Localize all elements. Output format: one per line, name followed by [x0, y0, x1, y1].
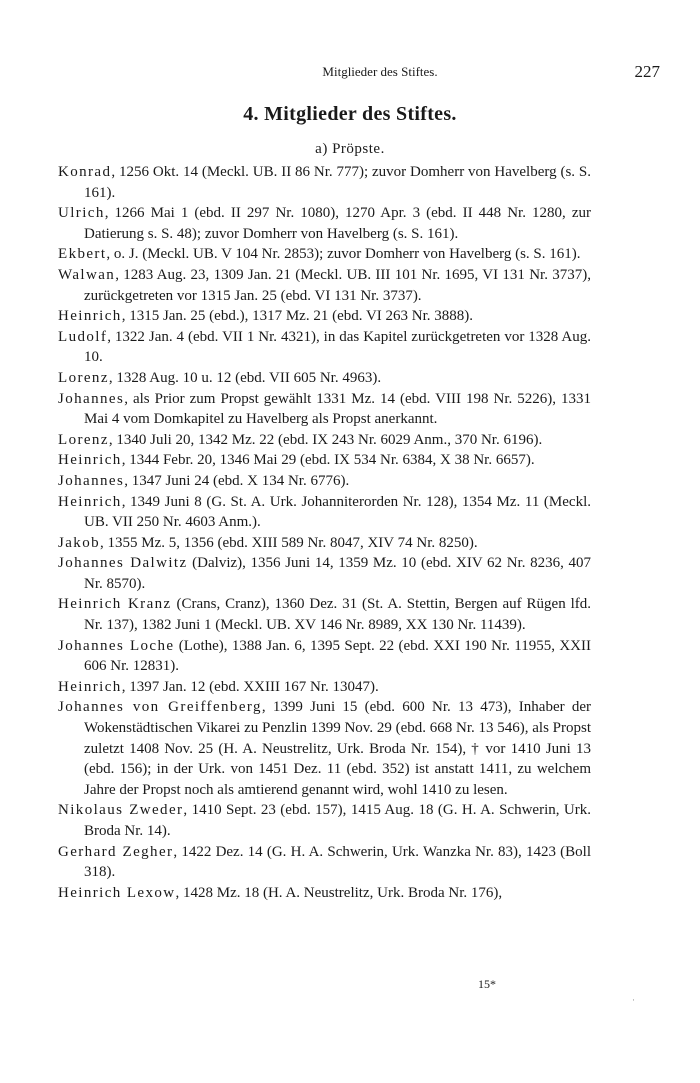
list-item — [58, 389, 591, 430]
list-item — [58, 244, 591, 265]
entry-text: , 1422 Dez. 14 (G. H. A. Schwerin, Urk. Wanzka Nr. 83), 1423 (Boll 318). — [84, 843, 591, 881]
entry-text: , 1315 Jan. 25 (ebd.), 1317 Mz. 21 (ebd. VI 263 Nr. 3888). — [121, 308, 474, 325]
entry-text: (Crans, Cranz), 1360 Dez. 31 (St. A. Stettin, Bergen auf Rügen lfd. Nr. 137), 1382 Juni 1 (Meckl. UB. XV 146 Nr. 8989, XX 130 Nr. 11439). — [84, 596, 591, 634]
stray-mark: · — [632, 995, 635, 1005]
list-item — [58, 800, 591, 841]
list-item — [58, 471, 591, 492]
list-item — [58, 450, 591, 471]
printer-signature: 15* — [478, 977, 496, 991]
entry-name: Heinrich — [58, 678, 122, 695]
entry-text: , 1256 Okt. 14 (Meckl. UB. II 86 Nr. 777); zuvor Domherr von Havelberg (s. S. 161). — [84, 164, 591, 201]
entry-text: (Lothe), 1388 Jan. 6, 1395 Sept. 22 (ebd. XXI 190 Nr. 11955, XXII 606 Nr. 12831). — [84, 637, 591, 675]
entry-name: Johannes — [58, 472, 125, 489]
entry-name: Heinrich Lexow — [58, 884, 176, 901]
entry-name: Johannes Dalwitz — [58, 555, 188, 572]
entry-text: , 1347 Juni 24 (ebd. X 134 Nr. 6776). — [124, 472, 350, 489]
entry-text: , o. J. (Meckl. UB. V 104 Nr. 2853); zuvor Domherr von Havelberg (s. S. 161). — [106, 246, 581, 263]
entry-text: , 1344 Febr. 20, 1346 Mai 29 (ebd. IX 534 Nr. 6384, X 38 Nr. 6657). — [121, 452, 535, 469]
list-item — [58, 203, 591, 244]
entry-name: Gerhard Zegher — [58, 843, 174, 860]
entry-text: , 1328 Aug. 10 u. 12 (ebd. VII 605 Nr. 4963). — [108, 369, 382, 386]
entry-name: Ulrich — [58, 205, 105, 222]
entry-text: , 1355 Mz. 5, 1356 (ebd. XIII 589 Nr. 8047, XIV 74 Nr. 8250). — [100, 534, 478, 551]
provost-list — [58, 162, 591, 903]
entry-name: Heinrich — [58, 452, 122, 469]
list-item — [58, 327, 591, 368]
entry-name: Johannes von Greiffenberg — [58, 699, 262, 716]
list-item — [58, 636, 591, 677]
entry-text: (Dalviz), 1356 Juni 14, 1359 Mz. 10 (ebd. XIV 62 Nr. 8236, 407 Nr. 8570). — [84, 555, 592, 592]
entry-name: Jakob — [58, 534, 100, 551]
entry-name: Konrad — [58, 164, 112, 180]
running-head — [60, 64, 660, 84]
subsection-title: a) Pröpste. — [315, 141, 385, 157]
list-item — [58, 883, 591, 904]
list-item — [58, 553, 591, 594]
list-item — [58, 430, 591, 451]
list-item — [58, 533, 591, 554]
list-item — [58, 162, 591, 203]
entry-text: , 1322 Jan. 4 (ebd. VII 1 Nr. 4321), in das Kapitel zurückgetreten vor 1328 Aug. 10. — [84, 328, 591, 366]
list-item — [58, 368, 591, 389]
entry-name: Johannes Loche — [58, 637, 175, 654]
entry-name: Ludolf — [58, 328, 108, 345]
list-item — [58, 677, 591, 698]
entry-name: Johannes — [58, 390, 125, 407]
list-item — [58, 697, 591, 800]
entry-name: Nikolaus Zweder — [58, 802, 184, 819]
list-item — [58, 492, 591, 533]
entry-text: , 1397 Jan. 12 (ebd. XXIII 167 Nr. 13047). — [121, 678, 379, 695]
entry-text: , 1410 Sept. 23 (ebd. 157), 1415 Aug. 18 (G. H. A. Schwerin, Urk. Broda Nr. 14). — [84, 802, 592, 839]
entry-name: Lorenz — [58, 431, 109, 448]
list-item — [58, 594, 591, 635]
entry-name: Walwan — [58, 266, 116, 283]
entry-name: Heinrich — [58, 493, 122, 510]
entry-name: Ekbert — [58, 246, 107, 263]
entry-name: Heinrich — [58, 308, 122, 325]
entry-name: Heinrich Kranz — [58, 596, 172, 613]
entry-text: , als Prior zum Propst gewählt 1331 Mz. 14 (ebd. VIII 198 Nr. 5226), 1331 Mai 4 vom Domkapitel zu Havelberg als Propst anerkannt. — [84, 390, 591, 428]
entry-text: , 1340 Juli 20, 1342 Mz. 22 (ebd. IX 243 Nr. 6029 Anm., 370 Nr. 6196). — [108, 431, 543, 448]
list-item — [58, 265, 591, 306]
entry-text: , 1266 Mai 1 (ebd. II 297 Nr. 1080), 1270 Apr. 3 (ebd. II 448 Nr. 1280, zur Datierung s. S. 48); zuvor Domherr von Havelberg (s. S. 161). — [84, 205, 591, 242]
page-number: 227 — [634, 62, 660, 81]
entry-text: , 1428 Mz. 18 (H. A. Neustrelitz, Urk. Broda Nr. 176), — [175, 884, 503, 901]
entry-text: , 1349 Juni 8 (G. St. A. Urk. Johanniterorden Nr. 128), 1354 Mz. 11 (Meckl. UB. VII 250 Nr. 4603 Anm.). — [84, 493, 591, 531]
running-head-title: Mitglieder des Stiftes. — [322, 64, 438, 79]
section-title: 4. Mitglieder des Stiftes. — [243, 103, 457, 125]
entry-text: , 1399 Juni 15 (ebd. 600 Nr. 13 473), Inhaber der Wokenstädtischen Vikarei zu Penzlin 1399 Nov. 29 (ebd. 668 Nr. 13 546), als Propst zuletzt 1408 Nov. 25 (H. A. Neustrelitz, Urk. Broda Nr. 154), † vor 1410 Juni 13 (ebd. 156); in der Urk. von 1451 Dez. 11 (ebd. 352) ist anstatt 1411, zu welchem Jahre der Propst noch als amtierend genannt wird, wohl 1410 zu lesen. — [84, 699, 591, 798]
entry-name: Lorenz — [58, 369, 109, 386]
list-item — [58, 842, 591, 883]
list-item — [58, 306, 591, 327]
entry-text: , 1283 Aug. 23, 1309 Jan. 21 (Meckl. UB. III 101 Nr. 1695, VI 131 Nr. 3737), zurückgetreten vor 1315 Jan. 25 (ebd. VI 131 Nr. 3737). — [84, 266, 591, 304]
